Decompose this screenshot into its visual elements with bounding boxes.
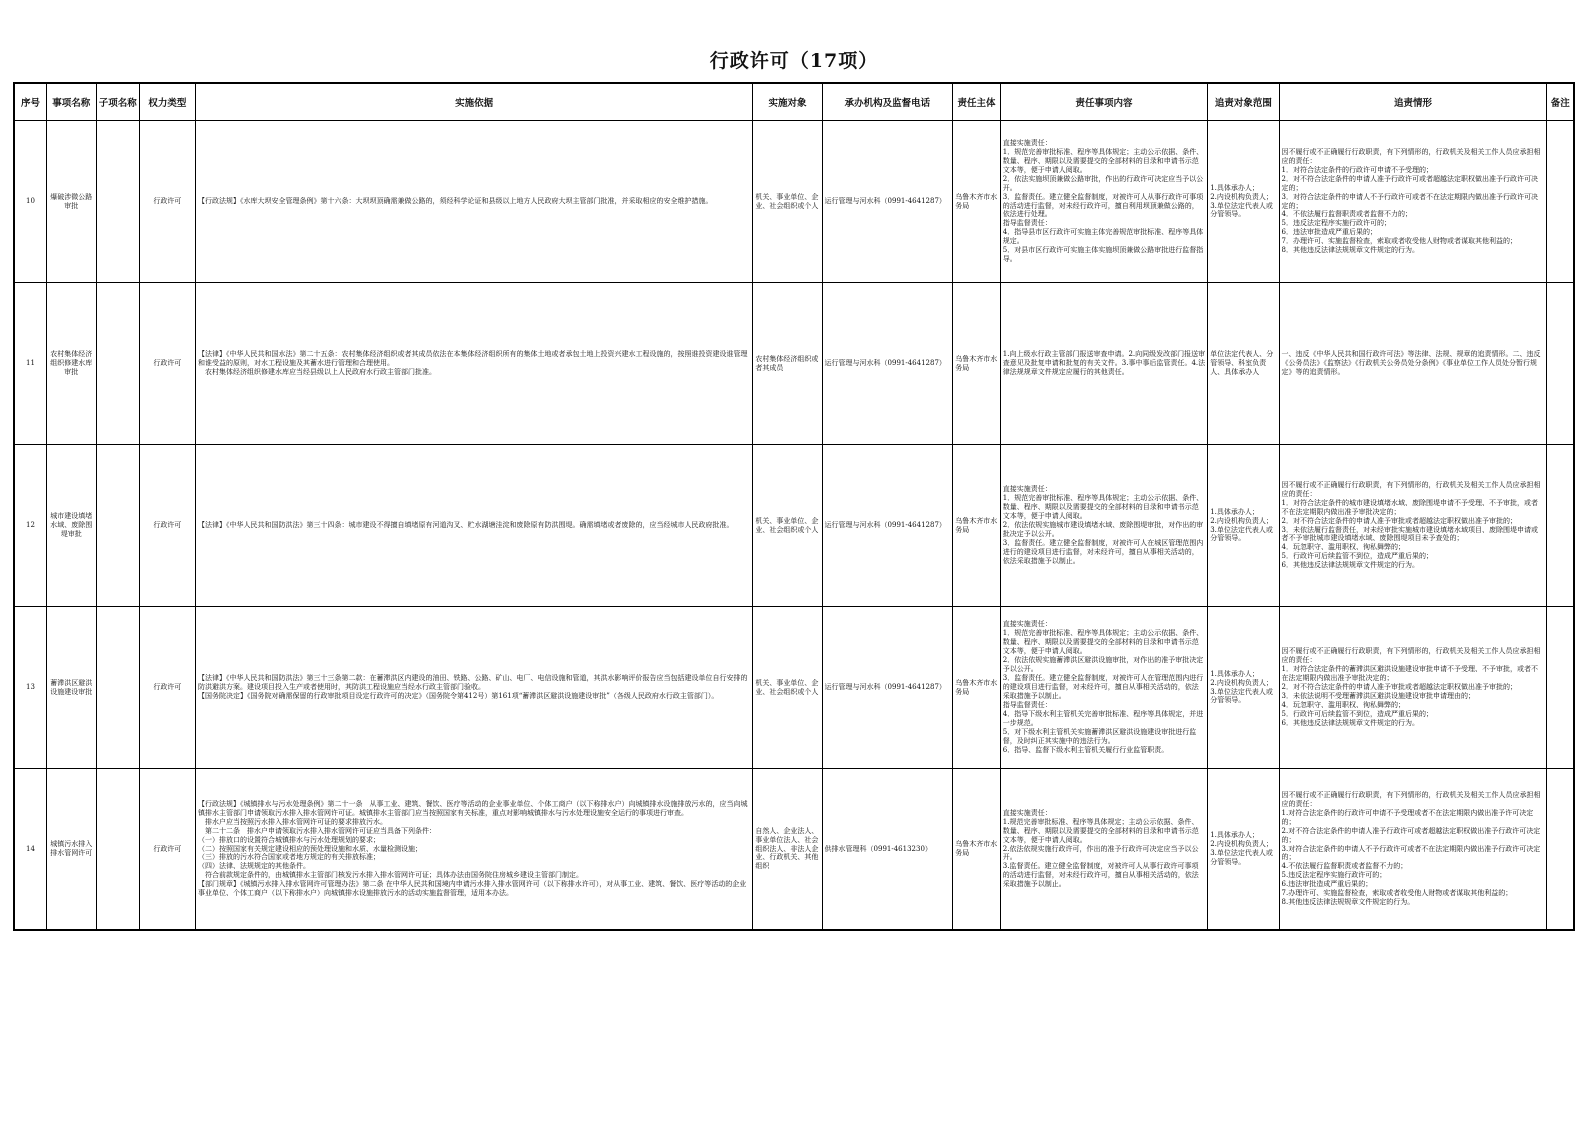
cell-duty: 直接实施责任： 1．规范完善审批标准、程序等具体规定；主动公示依据、条件、数量、程序、期限以及需要提交的全部材料的目录和申请书示范文本等，便于申请人阅取。 2．依法实施坝顶兼做公路审批，作出的行政许可决定应当予以公开。 3．监督责任。建立健全监督制度，对被许可人从事行政许可事项的活动进行监督，对未经行政许可，擅自利用坝顶兼做公路的，依法进行处理。 指导监督责任： 4．指导县市区行政许可实施主体完善规范审批标准、程序等具体规定。 5．对县市区行政许可实施主体实施坝顶兼做公路审批进行监督指导。 (1000, 121, 1207, 283)
cell-duty: 1.向上级水行政主管部门报送审查申请。2.向同级发改部门报送审查意见及批复申请和批复的有关文件。3.事中事后监管责任。4.法律法规规章文件规定应履行的其他责任。 (1000, 283, 1207, 445)
header-org: 承办机构及监督电话 (822, 83, 953, 121)
table-header-row (14, 83, 1574, 121)
cell-name: 爆破涉微公路审批 (46, 121, 96, 283)
cell-situation: 因不履行或不正确履行行政职责，有下列情形的，行政机关及相关工作人员应承担相应的责任： 1．对符合法定条件的行政许可申请不予受理的； 2．对不符合法定条件的申请人准予行政许可或者超越法定职权做出准予行政许可决定的； 3．对符合法定条件的申请人不予行政许可或者不在法定期限内做出准予行政许可决定的； 4．不依法履行监督职责或者监督不力的； 5．违反法定程序实施行政许可的； 6．违法审批造成严重后果的； 7．办理许可、实施监督检查，索取或者收受他人财物或者谋取其他利益的； 8．其他违反法律法规规章文件规定的行为。 (1279, 121, 1547, 283)
cell-situation: 因不履行或不正确履行行政职责，有下列情形的，行政机关及相关工作人员应承担相应的责任： 1.对符合法定条件的行政许可申请不予受理或者不在法定期限内做出准予许可决定的； 2.对不符合法定条件的申请人准予行政许可或者超越法定职权做出准予行政许可决定的； 3.对符合法定条件的申请人不予行政许可或者不在法定期限内做出准予行政许可决定的； 4.不依法履行监督职责或者监督不力的； 5.违反法定程序实施行政许可的； 6.违法审批造成严重后果的； 7.办理许可、实施监督检查，索取或者收受他人财物或者谋取其他利益的； 8.其他违反法律法规规章文件规定的行为。 (1279, 769, 1547, 931)
cell-name: 城镇污水排入排水管网许可 (46, 769, 96, 931)
table-row (14, 769, 1574, 931)
cell-seq: 12 (14, 445, 46, 607)
table-row (14, 607, 1574, 769)
header-subject: 责任主体 (953, 83, 1001, 121)
cell-seq: 11 (14, 283, 46, 445)
table-row (14, 121, 1574, 283)
page-title: 行政许可（17项） (709, 50, 879, 72)
cell-scope: 1.具体承办人； 2.内设机构负责人； 3.单位法定代表人或分管领导。 (1208, 607, 1279, 769)
cell-basis: 【法律】《中华人民共和国水法》第二十五条：农村集体经济组织或者其成员依法在本集体经济组织所有的集体土地或者承包土地上投资兴建水工程设施的，按照谁投资建设谁管理和谁受益的原则，对水工程设施及其蓄水进行管理和合理使用。 农村集体经济组织修建水库应当经县级以上人民政府水行政主管部门批准。 (195, 283, 752, 445)
cell-subject: 乌鲁木齐市水务局 (953, 121, 1001, 283)
cell-situation: 因不履行或不正确履行行政职责，有下列情形的，行政机关及相关工作人员应承担相应的责任： 1．对符合法定条件的城市建设填堵水域、废除围堤申请不予受理、不予审批，或者不在法定期限内做出准予审批决定的； 2．对不符合法定条件的申请人准予审批或者超越法定职权做出准予审批的； 3．未依法履行监督责任，对未经审批实施城市建设填堵水域项目、废除围堤申请或者不予审批城市建设填堵水域、废除围堤项目未予查处的； 4．玩忽职守、滥用职权、徇私舞弊的； 5．行政许可后续监管不到位，造成严重后果的； 6．其他违反法律法规规章文件规定的行为。 (1279, 445, 1547, 607)
cell-subject: 乌鲁木齐市水务局 (953, 607, 1001, 769)
cell-target: 自然人、企业法人、事业单位法人、社会组织法人、非法人企业、行政机关、其他组织 (753, 769, 822, 931)
cell-basis: 【行政法规】《城镇排水与污水处理条例》第二十一条 从事工业、建筑、餐饮、医疗等活动的企业事业单位、个体工商户（以下称排水户）向城镇排水设施排放污水的，应当向城镇排水主管部门申请领取污水排入排水管网许可证。城镇排水主管部门应当按照国家有关标准，重点对影响城镇排水与污水处理设施安全运行的事项进行审查。 排水户应当按照污水排入排水管网许可证的要求排放污水。 第二十二条 排水户申请领取污水排入排水管网许可证应当具备下列条件： （一）排放口的设置符合城镇排水与污水处理规划的要求； （二）按照国家有关规定建设相应的预处理设施和水质、水量检测设施； （三）排放的污水符合国家或者地方规定的有关排放标准； （四）法律、法规规定的其他条件。 符合前款规定条件的，由城镇排水主管部门核发污水排入排水管网许可证；具体办法由国务院住房城乡建设主管部门制定。 【部门规章】《城镇污水排入排水管网许可管理办法》第二条 在中华人民共和国境内申请污水排入排水管网许可（以下称排水许可），对从事工业、建筑、餐饮、医疗等活动的企业事业单位、个体工商户（以下称排水户）向城镇排水设施排放污水的活动实施监督管理，适用本办法。 (195, 769, 752, 931)
table-row (14, 445, 1574, 607)
cell-type: 行政许可 (139, 121, 195, 283)
cell-situation: 一、违反《中华人民共和国行政许可法》等法律、法规、规章的追责情形。二、违反《公务员法》《监察法》《行政机关公务员处分条例》《事业单位工作人员处分暂行规定》等的追责情形。 (1279, 283, 1547, 445)
cell-subject: 乌鲁木齐市水务局 (953, 445, 1001, 607)
cell-target: 机关、事业单位、企业、社会组织或个人 (753, 445, 822, 607)
cell-duty: 直接实施责任： 1．规范完善审批标准、程序等具体规定；主动公示依据、条件、数量、程序、期限以及需要提交的全部材料的目录和申请书示范文本等，便于申请人阅取。 2．依法依规实施蓄滞洪区避洪设施审批，对作出的准予审批决定予以公开。 3．监督责任。建立健全监督制度，对被许可人在管理范围内进行的建设项目进行监督，对未经许可，擅自从事相关活动的，依法采取措施予以制止。 指导监督责任： 4．指导下级水利主管机关完善审批标准、程序等具体规定，并进一步规范。 5．对下级水利主管机关实施蓄滞洪区避洪设施建设审批进行监督，及时纠正其实施中的违法行为。 6．指导、监督下级水利主管机关履行行业监管职责。 (1000, 607, 1207, 769)
cell-seq: 10 (14, 121, 46, 283)
cell-target: 机关、事业单位、企业、社会组织或个人 (753, 607, 822, 769)
cell-sub (96, 283, 139, 445)
cell-type: 行政许可 (139, 607, 195, 769)
cell-scope: 单位法定代表人、分管领导、科室负责人、具体承办人 (1208, 283, 1279, 445)
cell-duty: 直接实施责任： 1．规范完善审批标准、程序等具体规定；主动公示依据、条件、数量、程序、期限以及需要提交的全部材料的目录和申请书示范文本等，便于申请人阅取。 2．依法依规实施城市建设填堵水域、废除围堤审批，对作出的审批决定予以公开。 3．监督责任。建立健全监督制度，对被许可人在城区管理范围内进行的建设项目进行监督，对未经许可，擅自从事相关活动的，依法采取措施予以制止。 (1000, 445, 1207, 607)
cell-subject: 乌鲁木齐市水务局 (953, 769, 1001, 931)
cell-scope: 1.具体承办人； 2.内设机构负责人； 3.单位法定代表人或分管领导。 (1208, 769, 1279, 931)
header-type: 权力类型 (139, 83, 195, 121)
cell-org: 运行管理与河水科（0991-4641287） (822, 283, 953, 445)
table-row (14, 283, 1574, 445)
cell-note (1547, 283, 1574, 445)
cell-org: 运行管理与河水科（0991-4641287） (822, 445, 953, 607)
cell-basis: 【法律】《中华人民共和国防洪法》第三十四条：城市建设不得擅自填堵原有河道沟叉、贮水湖塘洼淀和废除原有防洪围堤。确需填堵或者废除的，应当经城市人民政府批准。 (195, 445, 752, 607)
header-basis: 实施依据 (195, 83, 752, 121)
cell-sub (96, 769, 139, 931)
cell-basis: 【行政法规】《水库大坝安全管理条例》第十六条：大坝坝顶确需兼做公路的，须经科学论证和县级以上地方人民政府大坝主管部门批准，并采取相应的安全维护措施。 (195, 121, 752, 283)
cell-seq: 13 (14, 607, 46, 769)
permission-table (13, 82, 1575, 931)
cell-scope: 1.具体承办人； 2.内设机构负责人； 3.单位法定代表人或分管领导。 (1208, 121, 1279, 283)
cell-org: 运行管理与河水科（0991-4641287） (822, 121, 953, 283)
cell-type: 行政许可 (139, 283, 195, 445)
cell-name: 城市建设填堵水域、废除围堤审批 (46, 445, 96, 607)
header-note: 备注 (1547, 83, 1574, 121)
header-situation: 追责情形 (1279, 83, 1547, 121)
cell-situation: 因不履行或不正确履行行政职责，有下列情形的，行政机关及相关工作人员应承担相应的责任： 1．对符合法定条件的蓄滞洪区避洪设施建设审批申请不予受理、不予审批，或者不在法定期限内做出准予审批决定的； 2．对不符合法定条件的申请人准予审批或者超越法定职权做出准予审批的； 3．未依法说明不受理蓄滞洪区避洪设施建设审批申请理由的； 4．玩忽职守、滥用职权、徇私舞弊的； 5．行政许可后续监管不到位，造成严重后果的； 6．其他违反法律法规规章文件规定的行为。 (1279, 607, 1547, 769)
cell-note (1547, 769, 1574, 931)
cell-sub (96, 121, 139, 283)
cell-sub (96, 607, 139, 769)
cell-basis: 【法律】《中华人民共和国防洪法》第三十三条第二款：在蓄滞洪区内建设的油田、铁路、公路、矿山、电厂、电信设施和管道，其洪水影响评价报告应当包括建设单位自行安排的防洪避洪方案。建设项目投入生产或者使用时，其防洪工程设施应当经水行政主管部门验收。 【国务院决定】《国务院对确需保留的行政审批项目设定行政许可的决定》（国务院令第412号）第161项“蓄滞洪区避洪设施建设审批”（各级人民政府水行政主管部门）。 (195, 607, 752, 769)
header-duty: 责任事项内容 (1000, 83, 1207, 121)
cell-type: 行政许可 (139, 445, 195, 607)
cell-sub (96, 445, 139, 607)
header-scope: 追责对象范围 (1208, 83, 1279, 121)
cell-note (1547, 445, 1574, 607)
cell-seq: 14 (14, 769, 46, 931)
cell-name: 农村集体经济组织修建水库审批 (46, 283, 96, 445)
cell-target: 农村集体经济组织或者其成员 (753, 283, 822, 445)
cell-org: 运行管理与河水科（0991-4641287） (822, 607, 953, 769)
cell-org: 供排水管理科（0991-4613230） (822, 769, 953, 931)
cell-duty: 直接实施责任： 1.规范完善审批标准、程序等具体规定；主动公示依据、条件、数量、程序、期限以及需要提交的全部材料的目录和申请书示范文本等，便于申请人阅取。 2.依法依规实施行政许可，作出的准予行政许可决定应当予以公开。 3.监督责任。建立健全监督制度，对被许可人从事行政许可事项的活动进行监督，对未经行政许可，擅自从事相关活动的，依法采取措施予以制止。 (1000, 769, 1207, 931)
cell-target: 机关、事业单位、企业、社会组织或个人 (753, 121, 822, 283)
header-seq: 序号 (14, 83, 46, 121)
cell-note (1547, 607, 1574, 769)
cell-note (1547, 121, 1574, 283)
header-sub: 子项名称 (96, 83, 139, 121)
cell-subject: 乌鲁木齐市水务局 (953, 283, 1001, 445)
header-name: 事项名称 (46, 83, 96, 121)
cell-name: 蓄滞洪区避洪设施建设审批 (46, 607, 96, 769)
header-target: 实施对象 (753, 83, 822, 121)
cell-type: 行政许可 (139, 769, 195, 931)
cell-scope: 1.具体承办人； 2.内设机构负责人； 3.单位法定代表人或分管领导。 (1208, 445, 1279, 607)
